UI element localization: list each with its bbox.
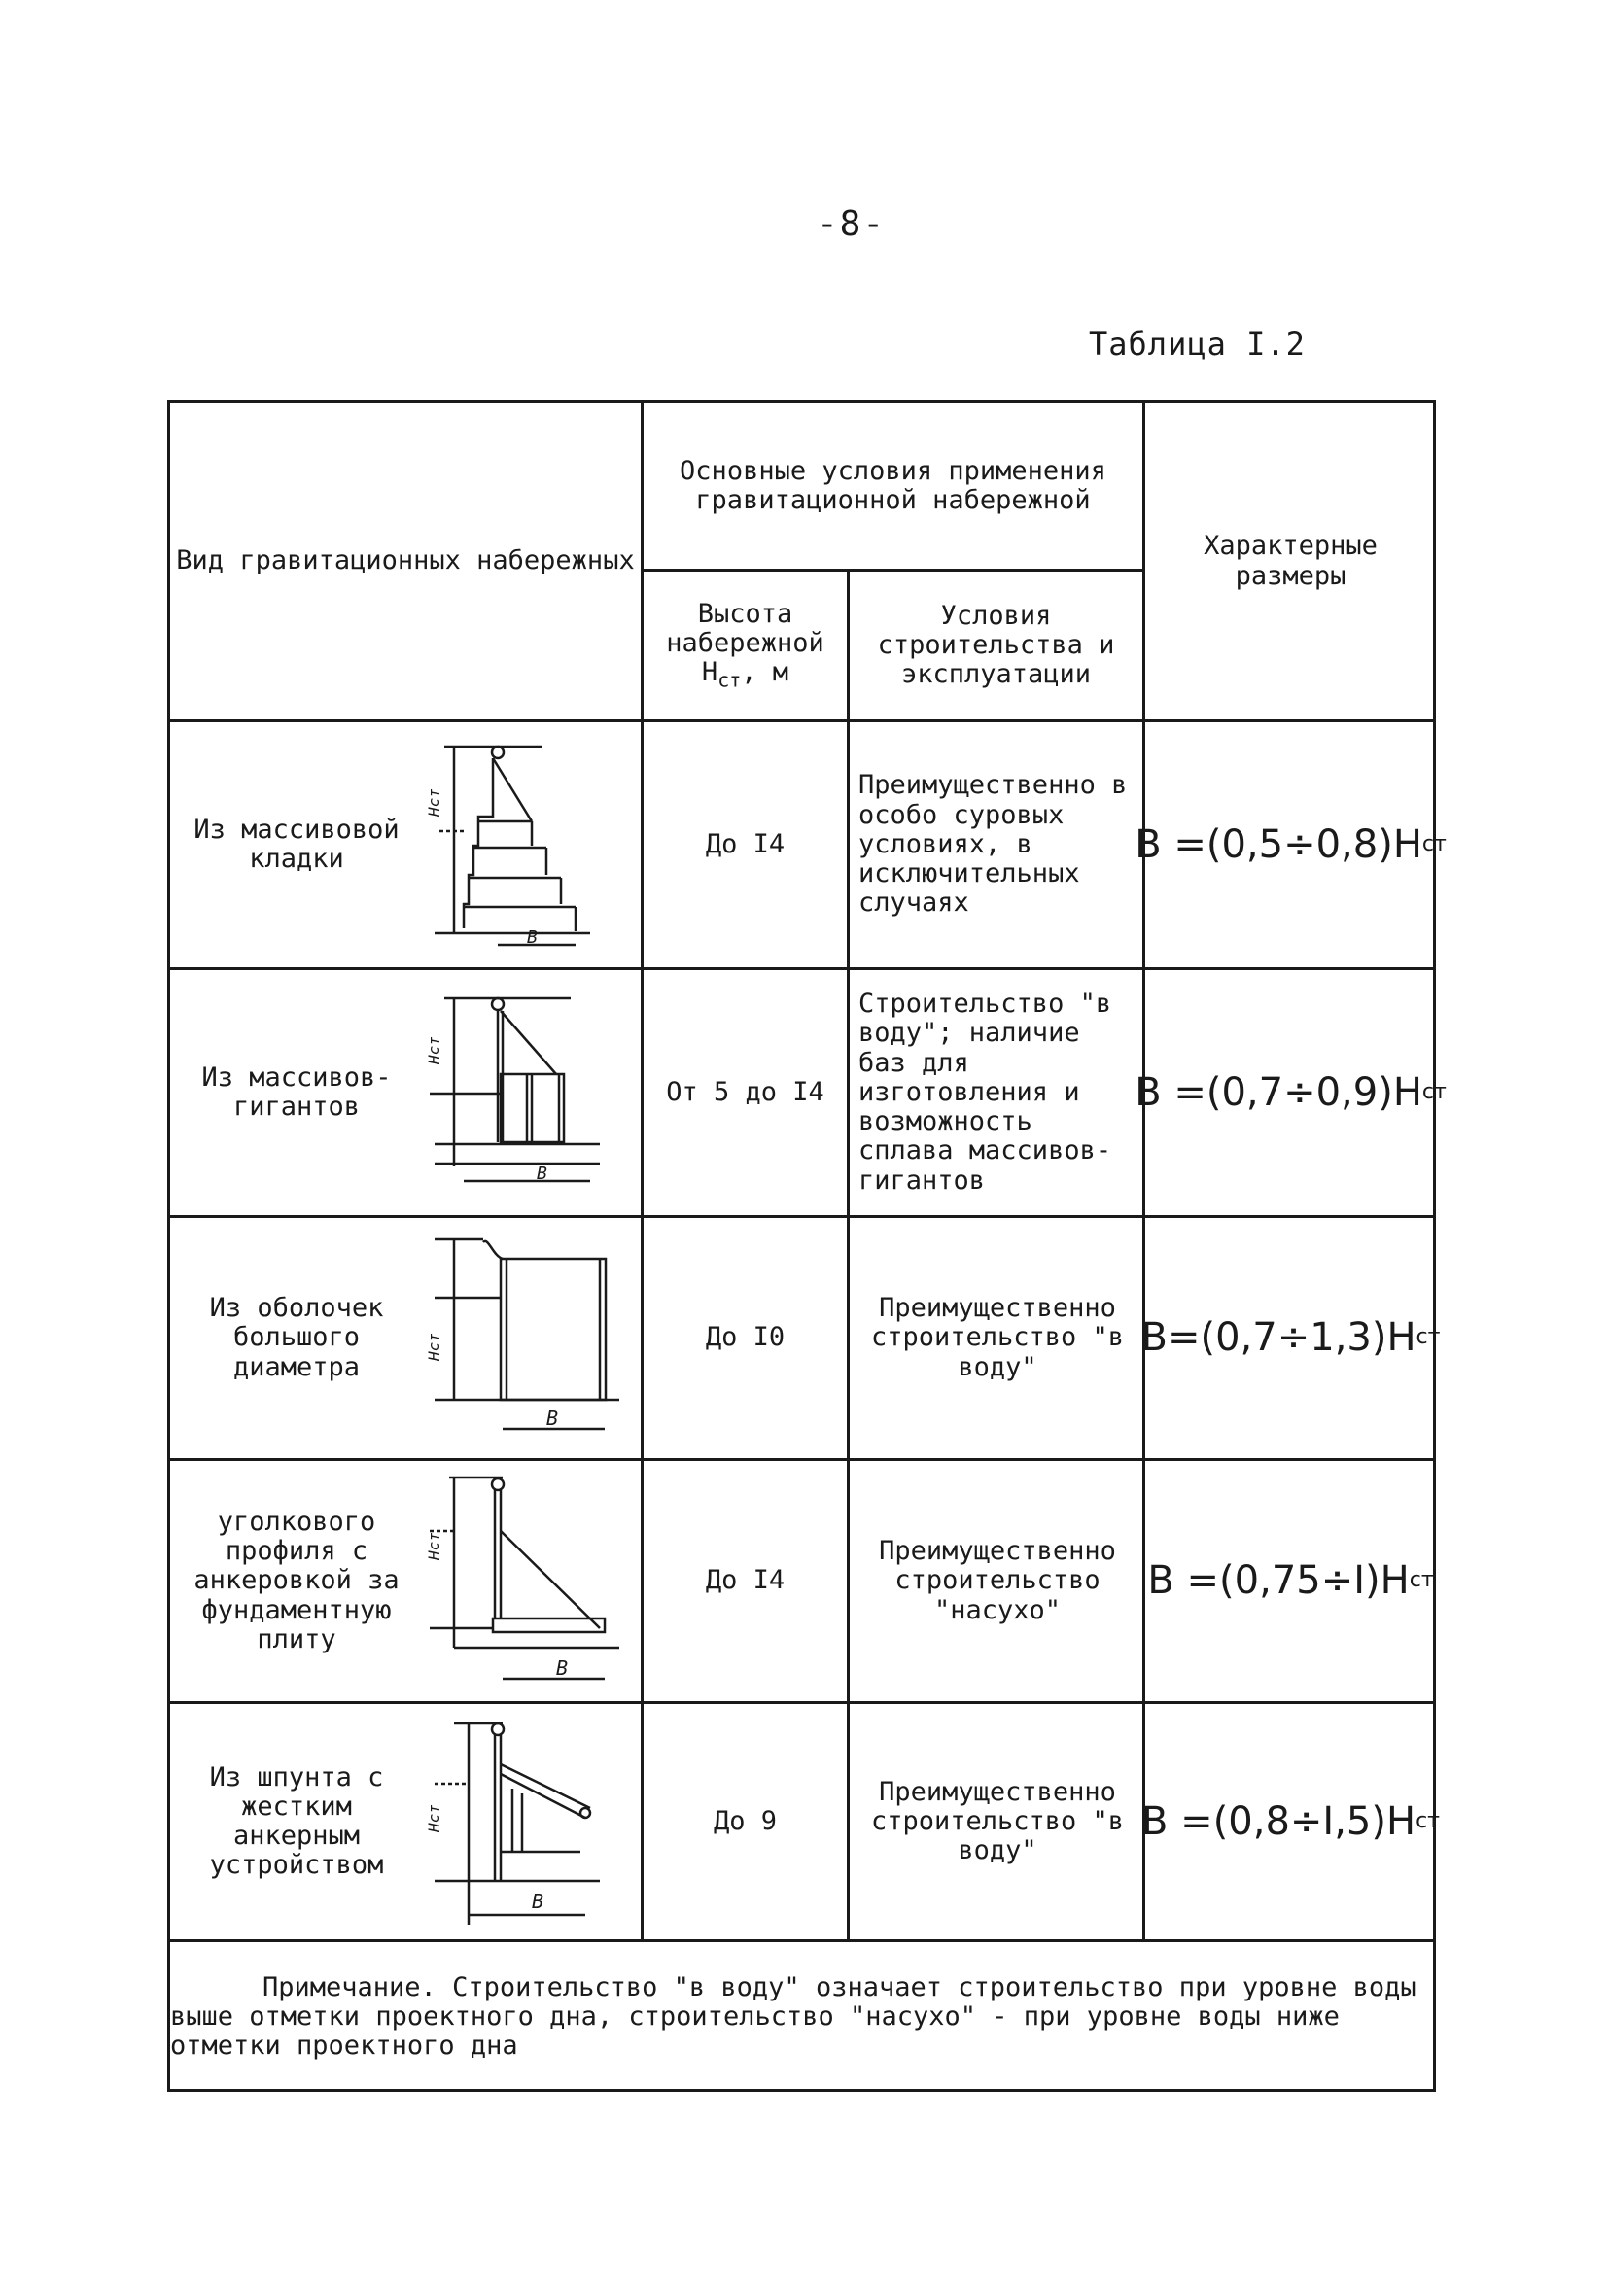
svg-text:B: B	[546, 1407, 559, 1430]
row2-formula-main: B =(0,7÷0,9)H	[1135, 1069, 1422, 1115]
row4-formula-main: B =(0,75÷I)H	[1147, 1558, 1410, 1604]
row3-height: До I0	[705, 1322, 786, 1353]
row5-type: Из шпунта с жестким анкерным устройством	[209, 1761, 384, 1881]
row4-formula	[1145, 1461, 1436, 1701]
row1-height: До I4	[705, 828, 786, 859]
height-unit: , м	[741, 657, 789, 688]
height-symbol: Н	[701, 657, 718, 688]
row5-height: До 9	[713, 1805, 778, 1836]
table-note-text: Примечание. Строительство "в воду" означает строительство при уровне воды выше отметки проектного дна, строительство "насухо" - при уровне воды ниже отметки проектного дна	[170, 1972, 1416, 2062]
angle-profile-wall-sketch	[425, 1473, 634, 1691]
sheet-pile-wall-sketch	[425, 1716, 634, 1934]
header-height-cell	[644, 572, 847, 719]
row4-type: уголкового профиля с анкеровкой за фундаментную плиту	[193, 1506, 400, 1654]
large-shell-wall-sketch	[425, 1235, 634, 1444]
row5-formula	[1141, 1704, 1440, 1939]
row5-formula-sub: ст	[1416, 1808, 1440, 1833]
header-type-cell: Вид гравитационных набережных	[176, 545, 635, 576]
svg-text:B: B	[527, 927, 538, 948]
header-dimensions-cell: Характерные размеры	[1204, 531, 1378, 591]
giant-blocks-wall-sketch	[425, 987, 634, 1200]
row3-type: Из оболочек большого диаметра	[209, 1293, 384, 1382]
svg-text:B: B	[537, 1164, 547, 1184]
table-caption: Таблица I.2	[1089, 326, 1306, 363]
stepped-masonry-wall-sketch	[425, 739, 634, 953]
svg-text:Hст: Hст	[425, 1036, 443, 1064]
row1-formula	[1135, 722, 1447, 967]
svg-text:B: B	[532, 1890, 544, 1913]
height-subscript: ст	[717, 668, 742, 692]
gravity-quays-table	[167, 400, 1447, 2092]
header-height-label: Высота набережной	[666, 598, 824, 659]
header-group-cell: Основные условия применения гравитационной набережной	[680, 455, 1106, 515]
row2-formula-sub: ст	[1421, 1079, 1447, 1104]
row1-formula-main: B =(0,5÷0,8)H	[1135, 821, 1422, 867]
table-note-divider	[170, 1939, 1436, 1942]
row3-formula-main: B=(0,7÷1,3)H	[1140, 1315, 1416, 1361]
row1-formula-sub: ст	[1421, 831, 1447, 856]
row1-conditions: Преимущественно в особо суровых условиях, в исключительных случаях	[858, 770, 1128, 919]
svg-text:Hст: Hст	[425, 788, 443, 817]
svg-text:Hст: Hст	[425, 1532, 443, 1560]
row2-conditions: Строительство "в воду"; наличие баз для изготовления и возможность сплава массивов- гигантов	[858, 989, 1112, 1196]
header-conditions-cell: Условия строительства и эксплуатации	[877, 600, 1115, 690]
svg-text:Hст: Hст	[425, 1804, 443, 1832]
table-col-divider-2	[847, 569, 850, 1939]
header-height-symbol	[702, 658, 788, 691]
row5-conditions: Преимущественно строительство "в воду"	[870, 1776, 1125, 1866]
row1-type: Из массивовой кладки	[193, 814, 400, 874]
row4-formula-sub: ст	[1409, 1568, 1434, 1593]
row3-formula	[1140, 1218, 1441, 1458]
row2-height: От 5 до I4	[666, 1076, 824, 1107]
table-note	[170, 1973, 1424, 2062]
row3-conditions: Преимущественно строительство "в воду"	[870, 1293, 1125, 1382]
row2-type: Из массивов-гигантов	[201, 1061, 392, 1122]
svg-text:B: B	[556, 1656, 569, 1680]
row4-height: До I4	[705, 1565, 786, 1596]
row2-formula	[1135, 970, 1447, 1215]
page-number: -8-	[817, 204, 887, 244]
row3-formula-sub: ст	[1416, 1325, 1441, 1350]
svg-text:Hст: Hст	[425, 1333, 443, 1361]
row4-conditions: Преимущественно строительство "насухо"	[879, 1536, 1116, 1625]
row5-formula-main: B =(0,8÷I,5)H	[1141, 1798, 1416, 1844]
